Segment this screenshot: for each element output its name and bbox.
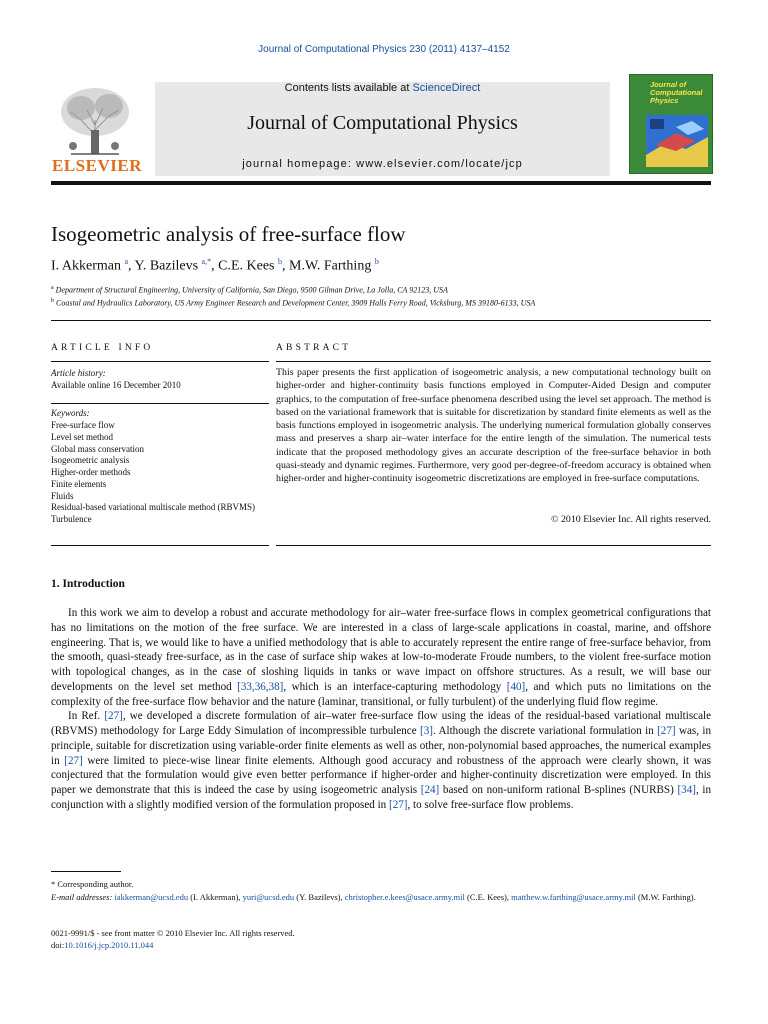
journal-cover-thumbnail[interactable] bbox=[629, 74, 713, 174]
doi-prefix: doi: bbox=[51, 940, 65, 950]
article-info-divider bbox=[51, 403, 269, 404]
citation-link[interactable]: [40] bbox=[506, 680, 526, 693]
author-name[interactable]: M.W. Farthing bbox=[289, 258, 372, 274]
citation-link[interactable]: [3] bbox=[420, 725, 433, 737]
citation-link[interactable]: [27] bbox=[389, 798, 408, 811]
keyword-item: Residual-based variational multiscale method (RBVMS) bbox=[51, 502, 255, 513]
article-history-label: Article history: bbox=[51, 368, 106, 378]
email-owner: (Y. Bazilevs), bbox=[294, 892, 345, 902]
keyword-item: Finite elements bbox=[51, 478, 107, 489]
introduction-paragraph-2 bbox=[51, 709, 711, 812]
author-name[interactable]: C.E. Kees bbox=[218, 258, 275, 274]
paragraph-text: , which is an interface-capturing methodology bbox=[283, 680, 507, 693]
keyword-item: Isogeometric analysis bbox=[51, 455, 130, 466]
article-info-rule bbox=[51, 361, 269, 362]
abstract-rule bbox=[276, 361, 711, 362]
affiliation-a-text: Department of Structural Engineering, University of California, San Diego, 9500 Gilman Drive, La Jolla, CA 92123, USA bbox=[55, 285, 448, 295]
cover-title: Journal of Computational Physics bbox=[650, 80, 703, 105]
article-history-value: Available online 16 December 2010 bbox=[51, 380, 181, 390]
elsevier-wordmark[interactable]: ELSEVIER bbox=[52, 156, 142, 175]
affiliation-a bbox=[51, 285, 448, 295]
keyword-item: Free-surface flow bbox=[51, 420, 115, 430]
doi-link[interactable]: 10.1016/j.jcp.2010.11.044 bbox=[64, 940, 154, 950]
doi-line bbox=[51, 940, 153, 950]
author-name[interactable]: I. Akkerman bbox=[51, 258, 121, 274]
journal-citation-link[interactable]: Journal of Computational Physics 230 (2011) 4137–4152 bbox=[258, 44, 510, 55]
keyword-item: Fluids bbox=[51, 490, 74, 501]
article-info-bottom-rule bbox=[51, 545, 269, 546]
email-addresses bbox=[51, 891, 711, 904]
email-owner: (I. Akkerman), bbox=[188, 892, 243, 902]
citation-link[interactable]: [34] bbox=[677, 784, 696, 796]
author-list: I. Akkerman $^a$, Y. Bazilevs $^{a,*}$, C.E. Kees $^b$, M.W. Farthing $^b$ bbox=[51, 257, 379, 274]
title-rule bbox=[51, 320, 711, 321]
citation-link[interactable]: [33,36,38] bbox=[237, 680, 284, 693]
paragraph-text: In this work we aim to develop a robust and accurate methodology for air–water free-surface flows in complex geometrical configurations that has no limitations on the motion of the free surface. We are interested in a class of large-scale applications in coastal, marine, and offshore engineering. That is, we would like to have a unified methodology that is able to accurately represent the entire range of free-surface behavior, from the smooth, quasi-steady free-surface, as in the case of surface ship wakes at low-to-moderate Froude numbers, to the violent free-surface motion with topological changes, as in the case of sloshing liquids in tanks or wave impact on offshore structures. As a result, we will base our developments on the level set method bbox=[51, 607, 711, 693]
keyword-item: Higher-order methods bbox=[51, 467, 131, 477]
footnote-rule bbox=[51, 871, 121, 872]
keyword-item: Turbulence bbox=[51, 514, 92, 524]
author-affiliation-marker[interactable]: b bbox=[278, 257, 282, 266]
paragraph-text: , we developed a discrete formulation of air–water free-surface flow using the ideas of the residual-based variational multiscale (RBVMS) methodology for Large Eddy Simulation of incompressible turbulence bbox=[51, 710, 711, 737]
paragraph-text: was, in principle, suitable for discretization using variable-order finite elements as well as other, non-polynomial based approaches, the numerical examples in bbox=[51, 725, 711, 767]
article-info-heading: ARTICLE INFO bbox=[51, 343, 154, 353]
affiliation-a-marker: a bbox=[51, 285, 54, 291]
keyword-item: Global mass conservation bbox=[51, 443, 144, 454]
email-label: E-mail addresses: bbox=[51, 892, 115, 902]
corresponding-author-note: * Corresponding author. bbox=[51, 879, 134, 889]
citation-link[interactable]: [27] bbox=[104, 710, 123, 723]
author-affiliation-marker[interactable]: a,* bbox=[201, 257, 212, 266]
citation-link[interactable]: [27] bbox=[657, 725, 676, 737]
email-link[interactable]: christopher.e.kees@usace.army.mil bbox=[344, 892, 465, 902]
paragraph-text: were limited to piece-wise linear finite elements. Although good accuracy and robustness of the approach were clearly shown, it was conjectured that the formulation would give even better performance if higher-order and higher-continuity discretization were employed. In this paper we demonstrate that this is indeed the case by using isogeometric analysis bbox=[51, 754, 712, 796]
email-link[interactable]: iakkerman@ucsd.edu bbox=[114, 892, 189, 902]
section-heading-introduction: 1. Introduction bbox=[51, 578, 125, 590]
email-owner: (M.W. Farthing). bbox=[635, 892, 696, 902]
journal-homepage[interactable]: journal homepage: www.elsevier.com/locate/jcp bbox=[242, 158, 523, 170]
cover-art-image bbox=[646, 115, 708, 167]
introduction-paragraph-1 bbox=[51, 606, 711, 709]
paragraph-text: , to solve free-surface flow problems. bbox=[407, 798, 574, 811]
journal-title: Journal of Computational Physics bbox=[247, 112, 518, 134]
email-owner: (C.E. Kees), bbox=[464, 892, 512, 902]
keywords-list bbox=[51, 420, 261, 526]
contents-prefix: Contents lists available at bbox=[284, 82, 413, 94]
paragraph-text: , and which puts no limitations on the complexity of the free-surface flow behavior and the nature (laminar, transitional, or fully turbulent) of the underlying fluid flow regime. bbox=[51, 680, 712, 708]
citation-link[interactable]: [24] bbox=[420, 784, 440, 796]
author-affiliation-marker[interactable]: b bbox=[374, 257, 379, 266]
affiliation-b bbox=[51, 298, 535, 308]
email-link[interactable]: yuri@ucsd.edu bbox=[242, 892, 295, 902]
abstract-copyright: © 2010 Elsevier Inc. All rights reserved. bbox=[551, 514, 711, 525]
paragraph-text: In Ref. bbox=[68, 710, 105, 723]
citation-link[interactable]: [27] bbox=[64, 754, 83, 767]
sciencedirect-link[interactable]: ScienceDirect bbox=[412, 82, 481, 94]
issn-line: 0021-9991/$ - see front matter © 2010 Elsevier Inc. All rights reserved. bbox=[51, 928, 295, 938]
paragraph-text: , in conjunction with a slightly modified version of the formulation proposed in bbox=[51, 784, 711, 811]
header-rule bbox=[51, 181, 711, 185]
keywords-label: Keywords: bbox=[51, 408, 90, 418]
abstract-text: This paper presents the first application of isogeometric analysis, a new computational technology built on higher-order and higher-continuity basis functions employed in Computer-Aided Design and computer graphics, to the computation of free-surface phenomena described using the level set approach. The method is based on the variational framework that is suitable for discretization by standard finite elements as well as the basis functions employed in isogeometric analysis. The underlying numerical formulation globally conserves mass and preserves a sharp air–water interface for the entire length of the simulation. The numerical tests indicate that the proposed methodology gives an accurate description of the free-surface behavior in both quasi-steady and dynamic regimes. Furthermore, very good per-degree-of-freedom accuracy is obtained when higher-order and higher-continuity isogeometric discretizations are employed in free-surface computations. bbox=[276, 367, 711, 485]
introduction-body bbox=[51, 606, 711, 813]
abstract-bottom-rule bbox=[276, 545, 711, 546]
author-name[interactable]: Y. Bazilevs bbox=[134, 258, 199, 274]
affiliation-b-marker: b bbox=[51, 298, 54, 304]
paper-title: Isogeometric analysis of free-surface flow bbox=[51, 222, 406, 246]
contents-line bbox=[155, 82, 610, 94]
affiliation-b-text: Coastal and Hydraulics Laboratory, US Army Engineer Research and Development Center, 3909 Halls Ferry Road, Vicksburg, MS 39180-6133, USA bbox=[56, 298, 536, 308]
journal-banner bbox=[155, 82, 610, 176]
author-affiliation-marker[interactable]: a bbox=[124, 257, 129, 266]
abstract-heading: ABSTRACT bbox=[276, 343, 352, 353]
keyword-item: Level set method bbox=[51, 431, 113, 442]
paragraph-text: based on non-uniform rational B-splines (NURBS) bbox=[439, 784, 678, 796]
email-link[interactable]: matthew.w.farthing@usace.army.mil bbox=[511, 892, 636, 902]
paragraph-text: . Although the discrete variational formulation in bbox=[432, 725, 658, 737]
